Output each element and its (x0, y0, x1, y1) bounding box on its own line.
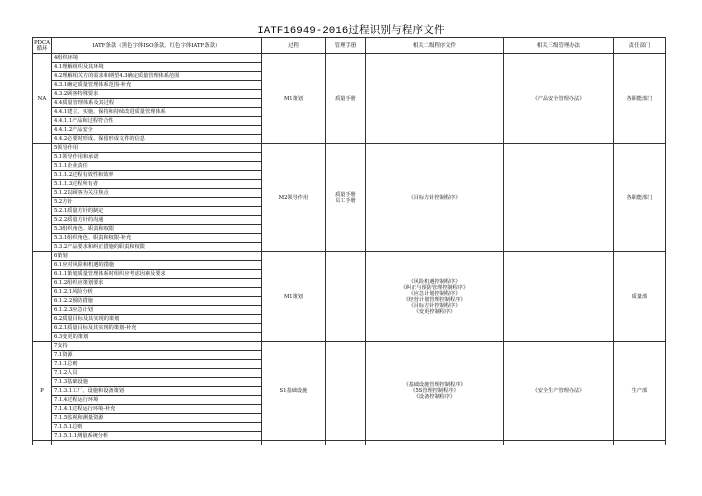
level2-cell (365, 342, 503, 441)
dept-cell: 质量部 (613, 252, 665, 342)
empty-cell (503, 441, 613, 446)
clause-cell: 4.4.2必要时形成、保留形成文件的信息 (51, 135, 261, 144)
clause-cell: 6.1.1策划质量管理体系时组织应考虑因素及要求 (51, 270, 261, 279)
empty-cell (33, 441, 52, 446)
level3-cell (503, 252, 613, 342)
process-cell: M1策划 (261, 252, 325, 342)
process-cell: M2领导作用 (261, 144, 325, 252)
table-row-cut (33, 441, 666, 446)
level2-doc: 《5S管理控制程序》 (410, 388, 459, 394)
clause-cell: 5.2.2质量方针的沟通 (51, 216, 261, 225)
header-level3: 相关三级管理办法 (503, 38, 613, 54)
table-row (33, 342, 666, 351)
clause-cell: 7.1.3基础设施 (51, 378, 261, 387)
process-cell: S1基础设施 (261, 342, 325, 441)
pdca-cell: P (33, 342, 52, 441)
level2-doc: 《纠正与预防管理控制程序》 (400, 284, 469, 291)
level2-doc: 《目标方针控制程序》 (408, 302, 461, 309)
clause-cell: 5.2方针 (51, 198, 261, 207)
clause-cell: 6.2质量目标及其实现的策划 (51, 315, 261, 324)
empty-cell (51, 441, 261, 446)
level2-doc: 《经营计划管理控制程序》 (403, 296, 466, 303)
clause-cell: 6.3变更的策划 (51, 333, 261, 342)
clause-cell: 4.4.1建立、实施、保持和持续改进质量管理体系 (51, 108, 261, 117)
clause-cell: 4.4.1.1产品和过程符合性 (51, 117, 261, 126)
clause-cell: 7.1.3.1工厂、设施和设备策划 (51, 387, 261, 396)
clause-cell: 4.3.1确定质量管理体系范围-补充 (51, 81, 261, 90)
level2-cell (365, 252, 503, 342)
empty-cell (613, 441, 665, 446)
manual-cell (325, 54, 365, 144)
clause-cell: 7.1.4.1过程运行环境-补充 (51, 405, 261, 414)
pdca-cell: NA (33, 54, 52, 144)
level2-doc: 《风险机遇控制程序》 (408, 278, 461, 285)
process-table (32, 37, 666, 445)
clause-cell: 5.1.2以顾客为关注焦点 (51, 189, 261, 198)
empty-cell (325, 441, 365, 446)
level3-cell (503, 144, 613, 252)
header-manual: 管理手册 (325, 38, 365, 54)
level3-cell: 《安全生产管理办法》 (503, 342, 613, 441)
process-cell: M1策划 (261, 54, 325, 144)
clause-cell: 6策划 (51, 252, 261, 261)
manual-line: 员工手册 (335, 197, 356, 204)
clause-cell: 5.1领导作用和承诺 (51, 153, 261, 162)
table-row (33, 144, 666, 153)
clause-cell: 4.3.2顾客特殊要求 (51, 90, 261, 99)
clause-cell: 7.1.5监视和测量资源 (51, 414, 261, 423)
clause-cell: 6.1.2.1风险分析 (51, 288, 261, 297)
clause-cell: 4组织环境 (51, 54, 261, 63)
clause-cell: 7.1.5.1.1测量系统分析 (51, 432, 261, 441)
clause-cell: 5.3组织角色、职责和权限 (51, 225, 261, 234)
clause-cell: 6.1.2组织应策划要求 (51, 279, 261, 288)
header-clause: IATF条款（黑色字体ISO条款，红色字体IATF条款） (51, 38, 261, 54)
clause-cell: 7.1.2人员 (51, 369, 261, 378)
table-body (33, 54, 666, 446)
header-level2: 相关二级程序文件 (365, 38, 503, 54)
empty-cell (365, 441, 503, 446)
clause-cell: 4.2理解相关方的需求和期望4.3确定质量管理体系范围 (51, 72, 261, 81)
header-process: 过程 (261, 38, 325, 54)
level2-doc: 《基础设施管理控制程序》 (403, 382, 466, 388)
clause-cell: 5.1.1.3过程所有者 (51, 180, 261, 189)
dept-cell: 各职能部门 (613, 54, 665, 144)
clause-cell: 6.2.1质量目标及其实现的策划-补充 (51, 324, 261, 333)
clause-cell: 5领导作用 (51, 144, 261, 153)
level2-cell (365, 54, 503, 144)
clause-cell: 6.1应对风险和机遇的措施 (51, 261, 261, 270)
manual-cell (325, 252, 365, 342)
level2-doc: 《目标方针控制程序》 (408, 194, 461, 201)
header-pdca: PDCA 循环 (34, 39, 50, 52)
page-title: IATF16949-2016过程识别与程序文件 (257, 25, 445, 37)
clause-cell: 5.3.2产品要求和纠正措施的职责和权限 (51, 243, 261, 252)
empty-cell (261, 441, 325, 446)
clause-cell: 7.1资源 (51, 351, 261, 360)
header-dept: 责任部门 (613, 38, 665, 54)
pdca-cell (33, 144, 52, 252)
dept-cell: 生产部 (613, 342, 665, 441)
manual-cell (325, 342, 365, 441)
manual-cell (325, 144, 365, 252)
clause-cell: 4.1理解组织及其环境 (51, 63, 261, 72)
dept-cell: 各职能部门 (613, 144, 665, 252)
clause-cell: 4.4质量管理体系及其过程 (51, 99, 261, 108)
header-row (33, 38, 666, 54)
level2-doc: 《变更控制程序》 (413, 308, 456, 315)
clause-cell: 6.1.2.2预防措施 (51, 297, 261, 306)
clause-cell: 5.2.1质量方针的制定 (51, 207, 261, 216)
clause-cell: 7.1.4过程运行环境 (51, 396, 261, 405)
level3-cell: 《产品安全管理办法》 (503, 54, 613, 144)
table-row (33, 54, 666, 63)
level2-doc: 《应急计划控制程序》 (408, 290, 461, 297)
clause-cell: 7.1.1总则 (51, 360, 261, 369)
clause-cell: 6.1.2.3应急计划 (51, 306, 261, 315)
clause-cell: 5.1.1企业责任 (51, 162, 261, 171)
clause-cell: 4.4.1.2产品安全 (51, 126, 261, 135)
clause-cell: 5.3.1组织角色、职责和权限-补充 (51, 234, 261, 243)
clause-cell: 7支持 (51, 342, 261, 351)
pdca-cell (33, 252, 52, 342)
clause-cell: 5.1.1.2过程有效性和效率 (51, 171, 261, 180)
manual-line: 质量手册 (335, 95, 356, 102)
level2-doc: 《设备控制程序》 (413, 394, 456, 400)
level2-cell (365, 144, 503, 252)
manual-line: 质量手册 (335, 191, 356, 198)
table-row (33, 252, 666, 261)
clause-cell: 7.1.5.1总则 (51, 423, 261, 432)
